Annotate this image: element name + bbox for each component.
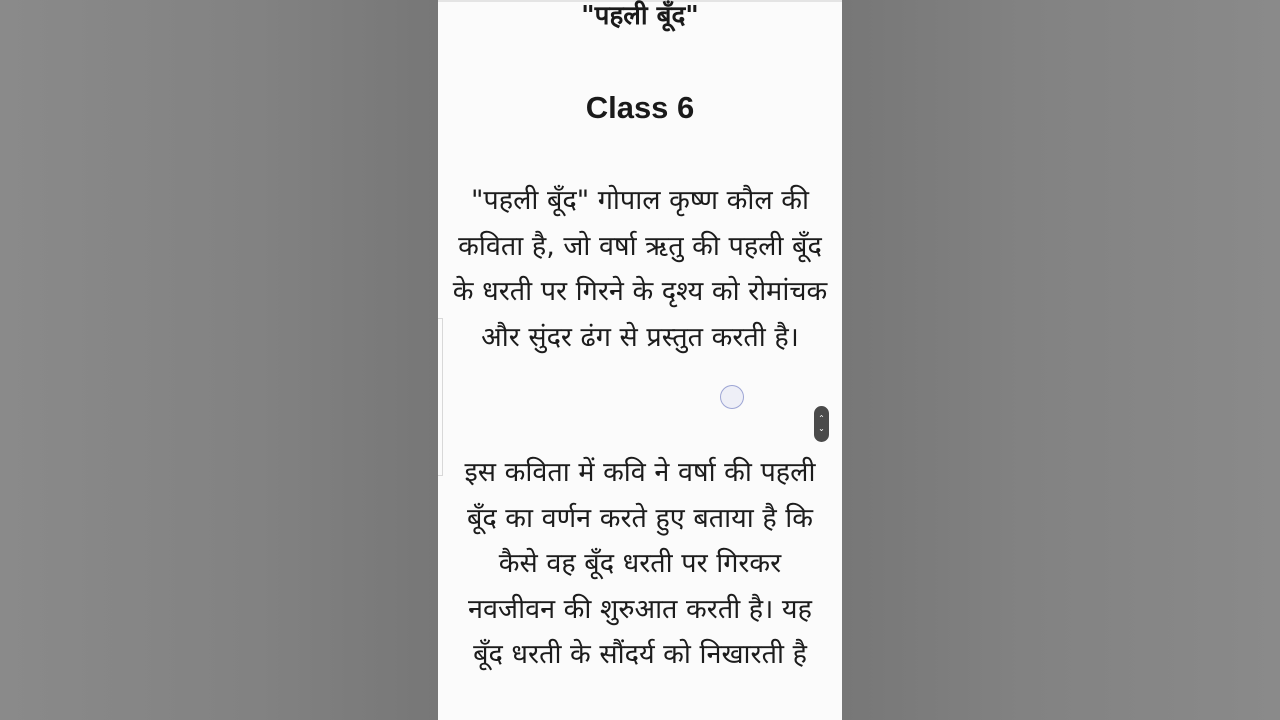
left-edge-panel[interactable] [438,318,443,476]
paragraph-2: इस कविता में कवि ने वर्षा की पहली बूँद का वर्णन करते हुए बताया है कि कैसे वह बूँद धरती पर गिरकर नवजीवन की शुरुआत करती है। यह बूँद धरती के सौंदर्य को निखारती है [464,457,816,670]
touch-indicator [720,385,744,409]
chevron-down-icon: ⌄ [818,424,825,433]
document-viewer[interactable] [438,0,842,720]
paragraph-1: "पहली बूँद" गोपाल कृष्ण कौल की कविता है, जो वर्षा ऋतु की पहली बूँद के धरती पर गिरने के दृश्य को रोमांचक और सुंदर ढंग से प्रस्तुत करती है। [452,185,828,353]
scroll-handle[interactable] [814,406,829,442]
document-title: "पहली बूँद" [581,1,699,31]
document-subtitle: Class 6 [585,90,695,125]
chevron-up-icon: ⌃ [818,414,825,423]
